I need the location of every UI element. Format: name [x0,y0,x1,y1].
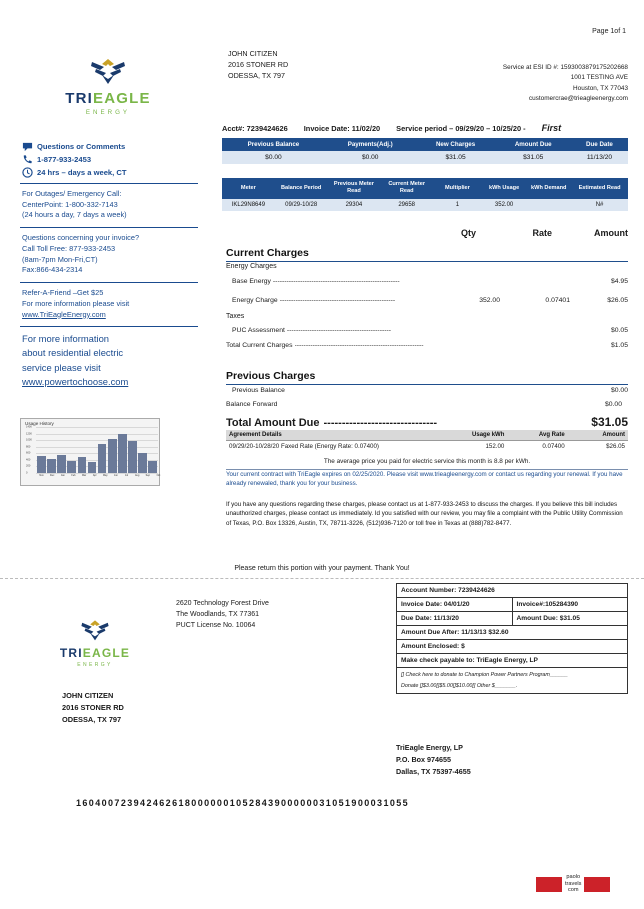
charge-amount: $0.00 [610,387,628,394]
remittance-row-due-after [397,626,627,640]
charge-rate: 0.07401 [545,297,570,304]
service-period: Service period – 09/29/20 – 10/25/20 - [396,124,526,133]
charge-label: Previous Balance [232,387,285,394]
charge-qty [426,327,500,334]
cut-here-divider [0,578,644,579]
total-due-label: Total Amount Due [226,417,320,429]
table-header-row [222,178,628,199]
usage-history-title: Usage History [25,421,54,426]
charge-rate [500,278,570,285]
footer-watermark [536,873,628,895]
service-email[interactable]: customercrae@trieagleenergy.com [528,94,628,102]
col-balance-period: Balance Period [275,178,328,199]
dot-leader: ------------------------------- [323,417,438,429]
energy-charges-group-label: Energy Charges [226,263,277,270]
chat-icon [22,141,32,151]
usage-history-chart [20,418,160,486]
refer-block [20,283,198,326]
col-kwh-usage: kWh Usage [482,178,527,199]
cell-current-read: 29658 [380,199,433,211]
charge-row-balance-forward [226,401,622,408]
col-rate: Rate [532,228,552,238]
residential-line-2: about residential electric [22,347,124,359]
dot-leader [287,387,568,394]
page-number: Page 1of 1 [592,28,626,35]
chart-x-axis: Nov Dec Jan Feb Mar Apr May Jun Jul Aug Sep Oct [39,474,161,477]
col-usage-kwh: Usage kWh [443,430,507,441]
return-portion-note: Please return this portion with your payment. Thank You! [234,565,410,572]
charge-amount: $0.05 [610,327,628,334]
dot-leader: ---------------------------------------------- [286,327,392,334]
footer-mark-line-1: paolo [566,874,581,881]
customer-address-line-2: ODESSA, TX 797 [62,714,122,724]
remittance-account-number: Account Number: 7239424626 [401,587,495,594]
hours-row [22,167,196,177]
charge-label: Energy Charge [232,297,278,304]
col-amount: Amount [594,228,628,238]
service-esi-id: Service at ESI ID #: 1593003879175202668 [502,64,628,71]
col-amount: Amount [568,430,628,441]
donation-checkbox-note[interactable]: [] Check here to donate to Champion Power Partners Program______ [401,672,568,678]
table-row [222,151,628,164]
dispute-note: If you have any questions regarding these charges, please contact us at 1-877-933-2453 to discuss the charges. If you believe this bill includes unauthorized charges, please contact us immediately. Id you satisfied with our review, you may file a complaint with the Public Utility Commission of Texas, P.O. Box 13326, Austin, TX, 78711-3226, (512)936-7120 or toll free in Texas at (888)782-8477. [226,501,623,527]
residential-line-1: For more information [22,333,110,345]
eagle-icon [79,618,111,642]
col-due-date: Due Date [571,138,628,151]
remittance-amount-due: Amount Due: $31.05 [516,615,580,622]
table-header-row [222,138,628,151]
residential-block [20,327,198,394]
remittance-invoice-date: Invoice Date: 04/01/20 [397,598,513,611]
payee-address [396,742,471,779]
footer-mark-left-block [536,877,562,892]
customer-address [228,48,288,81]
total-amount-due-row [226,415,628,429]
remittance-amount-enclosed[interactable]: Amount Enclosed: $ [401,643,465,650]
cell-estimated-read: N# [571,199,628,211]
footer-mark-line-3: com [567,887,579,894]
average-price-note: The average price you paid for electric service this month is 8.8 per kWh. [323,458,531,465]
remittance-due-date: Due Date: 11/13/20 [397,612,513,625]
cell-amount-due: $31.05 [496,151,571,164]
charge-row-energy-charge [232,297,628,304]
cell-new-charges: $31.05 [416,151,496,164]
questions-block [20,136,198,183]
service-address-line-2: Houston, TX 77043 [573,84,628,92]
charge-amount: $4.95 [610,278,628,285]
customer-address-line-1: 2016 STONER RD [62,702,124,712]
invoice-questions-hours: (8am-7pm Mon-Fri,CT) [22,254,98,264]
account-summary-line [222,123,628,133]
left-info-column [20,136,198,395]
cell-meter: IKL29N8649 [222,199,275,211]
cell-amount: $26.05 [606,443,625,450]
invoice-questions-block [20,228,198,282]
clock-icon [22,167,32,177]
remittance-customer-address [62,690,124,726]
remittance-row-invoice [397,598,627,612]
remittance-row-account [397,584,627,598]
footer-mark-text [565,874,581,893]
contract-expiry-note: Your current contract with TriEagle expires on 02/25/2020. Please visit www.trieagleenergy.com or contact us regarding your renewal. If you have already renewaled, thank you for your business. [226,471,623,487]
remittance-details-box [396,583,628,694]
invoice-questions-title: Questions concerning your invoice? [22,233,140,243]
col-payments: Payments(Adj.) [325,138,416,151]
charge-label: Total Current Charges [226,342,293,349]
brand-name: TRIEAGLE [65,90,151,107]
charge-amount: $0.00 [604,401,622,408]
charge-label: Balance Forward [226,401,278,408]
charge-rate [500,342,570,349]
charge-label: Base Energy [232,278,271,285]
col-multiplier: Multiplier [433,178,482,199]
taxes-group-label: Taxes [226,313,245,320]
col-previous-read: Previous Meter Read [328,178,381,199]
remittance-barcode-text: 1604007239424626180000001052843900000031051900031055 [76,798,410,808]
table-row [222,199,628,211]
charge-amount: $1.05 [610,342,628,349]
col-amount-due: Amount Due [496,138,571,151]
cell-previous-balance: $0.00 [222,151,325,164]
agreement-details-table [226,430,628,452]
col-previous-balance: Previous Balance [222,138,325,151]
account-number: Acct#: 7239424626 [222,124,288,133]
table-row [226,441,628,453]
charge-rate [500,327,570,334]
outages-provider: CenterPoint: 1-800-332-7143 [22,199,118,209]
col-estimated-read: Estimated Read [571,178,628,199]
residential-line-3: service please visit [22,361,101,373]
col-avg-rate: Avg Rate [507,430,567,441]
footer-mark-right-block [584,877,610,892]
brand-subtitle: ENERGY [85,109,131,116]
brand-name: TRIEAGLE [59,646,131,660]
payee-po-box: P.O. Box 974655 [396,755,452,765]
remittance-invoice-number: Invoice#:105284390 [516,601,579,608]
charge-row-total-current [226,342,628,349]
customer-address-line-1: 2016 STONER RD [228,60,289,70]
footer-mark-line-2: travels [565,880,582,887]
invoice-questions-fax: Fax:866-434-2314 [22,265,83,275]
table-header-row [226,430,628,441]
outages-hours: (24 hours a day, 7 days a week) [22,210,127,220]
brand-logo [22,56,194,116]
col-new-charges: New Charges [416,138,496,151]
chart-bars [37,427,157,473]
customer-address-line-2: ODESSA, TX 797 [228,71,285,81]
col-qty: Qty [460,228,476,238]
remittance-row-payable [397,654,627,668]
charge-row-base-energy [232,278,628,285]
dot-leader: -------------------------------------------------------- [272,278,400,285]
outages-block [20,184,198,227]
charge-label: PUC Assessment [232,327,285,334]
cell-agreement-details: 09/29/20-10/28/20 Faxed Rate (Energy Rate: 0.07400) [229,443,379,450]
questions-title: Questions or Comments [37,141,126,151]
phone-icon [22,154,32,164]
remittance-payable-to: Make check payable to: TriEagle Energy, LP [401,657,538,664]
cell-usage-kwh: 152.00 [485,443,505,450]
col-kwh-demand: kWh Demand [526,178,571,199]
current-charges-title: Current Charges [226,247,309,259]
charge-row-previous-balance [232,387,628,394]
cell-kwh-usage: 352.00 [482,199,527,211]
cell-previous-read: 29304 [328,199,381,211]
donation-amount-note[interactable]: Donate []$3.00[]$5.00[]$10.00[] Other $_______. [401,683,518,690]
powertochoose-url[interactable]: www.powertochoose.com [22,375,129,387]
phone-row [22,154,196,164]
brand-subtitle: ENERGY [77,662,113,668]
charge-qty: 352.00 [479,297,500,304]
remittance-amount-due-after: Amount Due After: 11/13/13 $32.60 [401,629,509,636]
remittance-row-due [397,612,627,626]
charge-amount: $26.05 [607,297,628,304]
col-current-read: Current Meter Read [380,178,433,199]
dot-leader: --------------------------------------------------------- [294,342,424,349]
dot-leader [279,401,562,408]
refer-url[interactable]: www.TriEagleEnergy.com [22,309,106,319]
company-address-line-1: 2620 Technology Forest Drive [176,600,269,607]
payee-city-state-zip: Dallas, TX 75397-4655 [396,767,471,777]
service-address-line-1: 1001 TESTING AVE [570,74,628,82]
dot-leader: --------------------------------------------------- [279,297,396,304]
previous-charges-title: Previous Charges [226,370,316,382]
cell-avg-rate: 0.07400 [542,443,565,450]
cell-multiplier: 1 [433,199,482,211]
chart-y-axis: 1400 1200 1000 800 600 400 200 0 [26,425,32,475]
company-license: PUCT License No. 10064 [176,622,256,630]
company-address-line-2: The Woodlands, TX 77361 [176,611,260,619]
cell-balance-period: 09/29-10/28 [275,199,328,211]
eagle-icon [88,56,128,86]
meter-reading-table [222,178,628,211]
customer-name: JOHN CITIZEN [228,49,278,58]
payee-name: TriEagle Energy, LP [396,743,463,752]
support-hours: 24 hrs – days a week, CT [37,167,127,177]
invoice-questions-phone: Call Toll Free: 877-933-2453 [22,243,116,253]
outages-title: For Outages/ Emergency Call: [22,189,122,198]
cell-payments: $0.00 [325,151,416,164]
charge-row-puc-assessment [232,327,628,334]
company-address [176,598,269,632]
remittance-row-donate [397,668,627,693]
col-meter: Meter [222,178,275,199]
remittance-row-enclosed [397,640,627,654]
charges-column-headers [400,228,628,238]
questions-title-row [22,141,196,151]
usage-chart-area [26,427,158,473]
cell-due-date: 11/13/20 [571,151,628,164]
col-agreement-details: Agreement Details [226,430,443,441]
total-due-amount: $31.05 [591,415,628,429]
charge-qty [426,278,500,285]
service-period-note: First [541,123,562,133]
brand-logo-remittance [20,618,170,668]
balance-summary-table [222,138,628,164]
customer-name: JOHN CITIZEN [62,691,114,700]
invoice-date: Invoice Date: 11/02/20 [303,124,381,133]
refer-more: For more information please visit [22,298,130,308]
refer-headline: Refer-A-Friend –Get $25 [22,288,104,298]
cell-kwh-demand [526,199,571,211]
charge-qty [426,342,500,349]
service-address [503,63,628,104]
support-phone[interactable]: 1-877-933-2453 [37,154,92,164]
